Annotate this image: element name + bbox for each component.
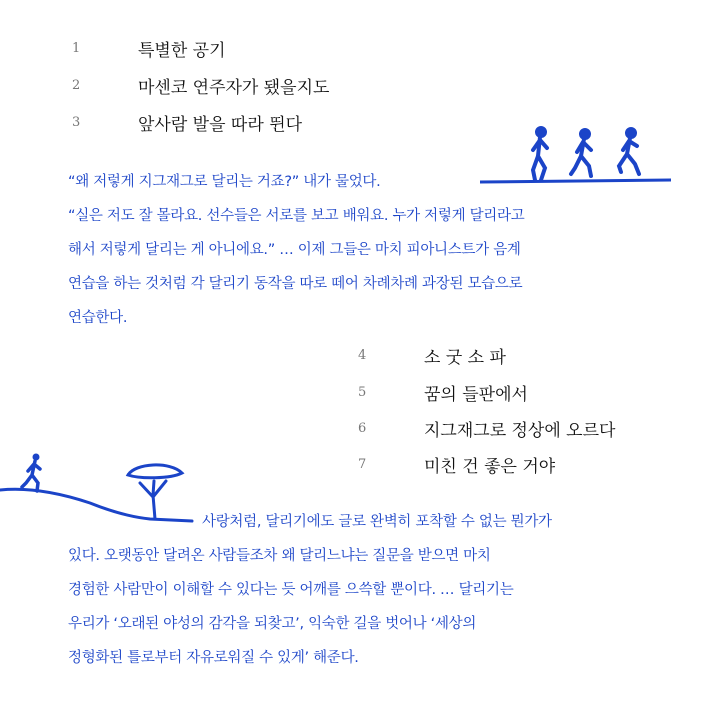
chapter-title: 미친 건 좋은 거야 xyxy=(424,456,556,477)
toc-item xyxy=(358,377,528,407)
toc-item xyxy=(72,107,302,137)
toc-item xyxy=(72,33,226,63)
chapter-number: 6 xyxy=(358,420,367,436)
chapter-title: 꿈의 들판에서 xyxy=(424,384,528,405)
chapter-number: 4 xyxy=(358,347,367,363)
text-line: 정형화된 틀로부터 자유로워질 수 있게’ 해준다. xyxy=(68,650,359,666)
text-line: 경험한 사람만이 이해할 수 있다는 듯 어깨를 으쓱할 뿐이다. … 달리기는 xyxy=(68,582,514,598)
chapter-number: 7 xyxy=(358,456,367,472)
text-line: “왜 저렇게 지그재그로 달리는 거죠?” 내가 물었다. xyxy=(68,174,381,190)
chapter-title: 지그재그로 정상에 오르다 xyxy=(424,420,616,441)
text-line: 해서 저렇게 달리는 게 아니에요.” … 이제 그들은 마치 피아니스트가 음계 xyxy=(68,242,521,258)
chapter-number: 5 xyxy=(358,384,367,400)
toc-item xyxy=(72,70,329,100)
chapter-title: 소 굿 소 파 xyxy=(424,347,506,368)
text-line: 연습한다. xyxy=(68,310,128,326)
toc-item xyxy=(358,449,555,479)
toc-item xyxy=(358,413,615,443)
chapter-number: 2 xyxy=(72,77,81,93)
chapter-number: 1 xyxy=(72,40,81,56)
toc-item xyxy=(358,340,506,370)
quote-paragraph-2 xyxy=(68,505,552,675)
chapter-title: 앞사람 발을 따라 뛴다 xyxy=(138,114,303,135)
chapter-title: 마센코 연주자가 됐을지도 xyxy=(138,77,330,98)
chapter-title: 특별한 공기 xyxy=(138,40,226,61)
text-line: 연습을 하는 것처럼 각 달리기 동작을 따로 떼어 차례차례 과장된 모습으로 xyxy=(68,276,523,292)
text-line: 우리가 ‘오래된 야성의 감각을 되찾고’, 익숙한 길을 벗어나 ‘세상의 xyxy=(68,616,477,632)
quote-paragraph-1 xyxy=(68,165,524,335)
text-line: 사랑처럼, 달리기에도 글로 완벽히 포착할 수 없는 뭔가가 xyxy=(202,514,552,530)
chapter-number: 3 xyxy=(72,114,81,130)
text-line: “실은 저도 잘 몰라요. 선수들은 서로를 보고 배워요. 누가 저렇게 달리라고 xyxy=(68,208,525,224)
text-line: 있다. 오랫동안 달려온 사람들조차 왜 달리느냐는 질문을 받으면 마치 xyxy=(68,548,491,564)
